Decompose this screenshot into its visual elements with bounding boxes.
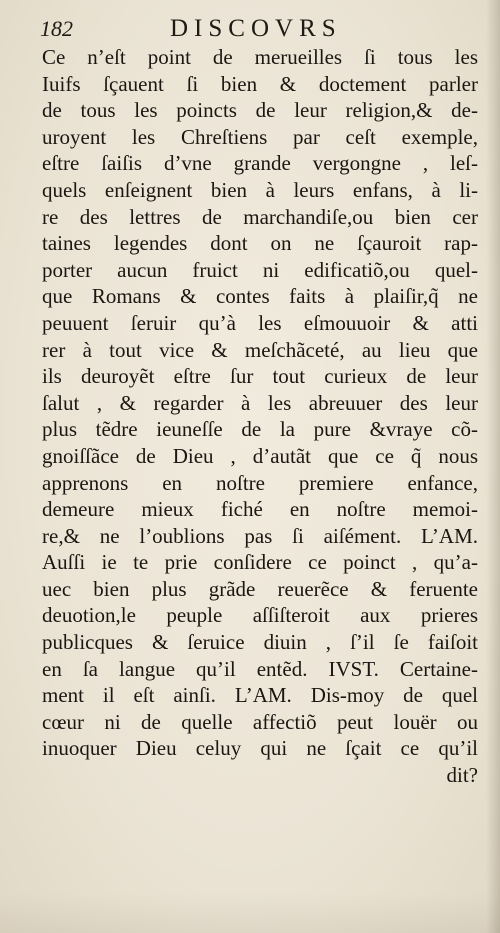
running-head: DISCOVRS xyxy=(170,15,342,42)
text-line: en ſa langue qu’il entẽd. IVST. Certaine- xyxy=(42,656,478,681)
text-line: re,& ne l’oublions pas ſi aiſément. L’AM. xyxy=(42,523,478,548)
text-line: Ce n’eſt point de merueilles ſi tous les xyxy=(42,45,478,69)
text-line: deuotion,le peuple aſſiſteroit aux prieres xyxy=(42,603,478,628)
text-line: de tous les poincts de leur religion,& de- xyxy=(42,98,478,123)
text-line: uroyent les Chreſtiens par ceſt exemple, xyxy=(42,124,478,149)
text-line: plus tẽdre ieuneſſe de la pure &vraye cõ- xyxy=(42,417,478,442)
text-line: gnoiſſãce de Dieu , d’autãt que ce q̃ nous xyxy=(42,443,478,468)
catchword: dit? xyxy=(446,763,478,788)
text-line: rer à tout vice & meſchãceté, au lieu que xyxy=(42,337,478,362)
text-line: eſtre ſaiſis d’vne grande vergongne , leſ- xyxy=(42,151,478,176)
text-line: porter aucun fruict ni edificatiõ,ou quel- xyxy=(42,257,478,282)
text-line: uec bien plus grãde reuerẽce & feruente xyxy=(42,576,478,601)
text-line: cœur ni de quelle affectiõ peut louër ou xyxy=(42,709,478,734)
text-line: ſalut , & regarder à les abreuuer des leur xyxy=(42,390,478,415)
text-line: publicques & ſeruice diuin , ſ’il ſe faiſoit xyxy=(42,630,478,655)
text-line: peuuent ſeruir qu’à les eſmouuoir & atti xyxy=(42,310,478,335)
bottom-shadow xyxy=(0,893,500,933)
text-line: ils deuroyẽt eſtre ſur tout curieux de leur xyxy=(42,364,478,389)
text-line: que Romans & contes faits à plaiſir,q̃ ne xyxy=(42,284,478,309)
text-line: Iuifs ſçauent ſi bien & doctement parler xyxy=(42,71,478,96)
text-line: inuoquer Dieu celuy qui ne ſçait ce qu’il xyxy=(42,736,478,761)
text-line: re des lettres de marchandiſe,ou bien cer xyxy=(42,204,478,229)
text-line: demeure mieux fiché en noſtre memoi- xyxy=(42,497,478,522)
body-text xyxy=(42,44,478,789)
page-number: 182 xyxy=(40,16,73,41)
text-line: ment il eſt ainſi. L’AM. Dis-moy de quel xyxy=(42,683,478,708)
page-header xyxy=(40,14,480,44)
text-line: quels enſeignent bien à leurs enfans, à li- xyxy=(42,177,478,202)
text-line: Auſſi ie te prie conſidere ce poinct , qu’a- xyxy=(42,550,478,575)
text-line: apprenons en noſtre premiere enfance, xyxy=(42,470,478,495)
text-line: taines legendes dont on ne ſçauroit rap- xyxy=(42,231,478,256)
gutter-shadow xyxy=(486,0,500,933)
